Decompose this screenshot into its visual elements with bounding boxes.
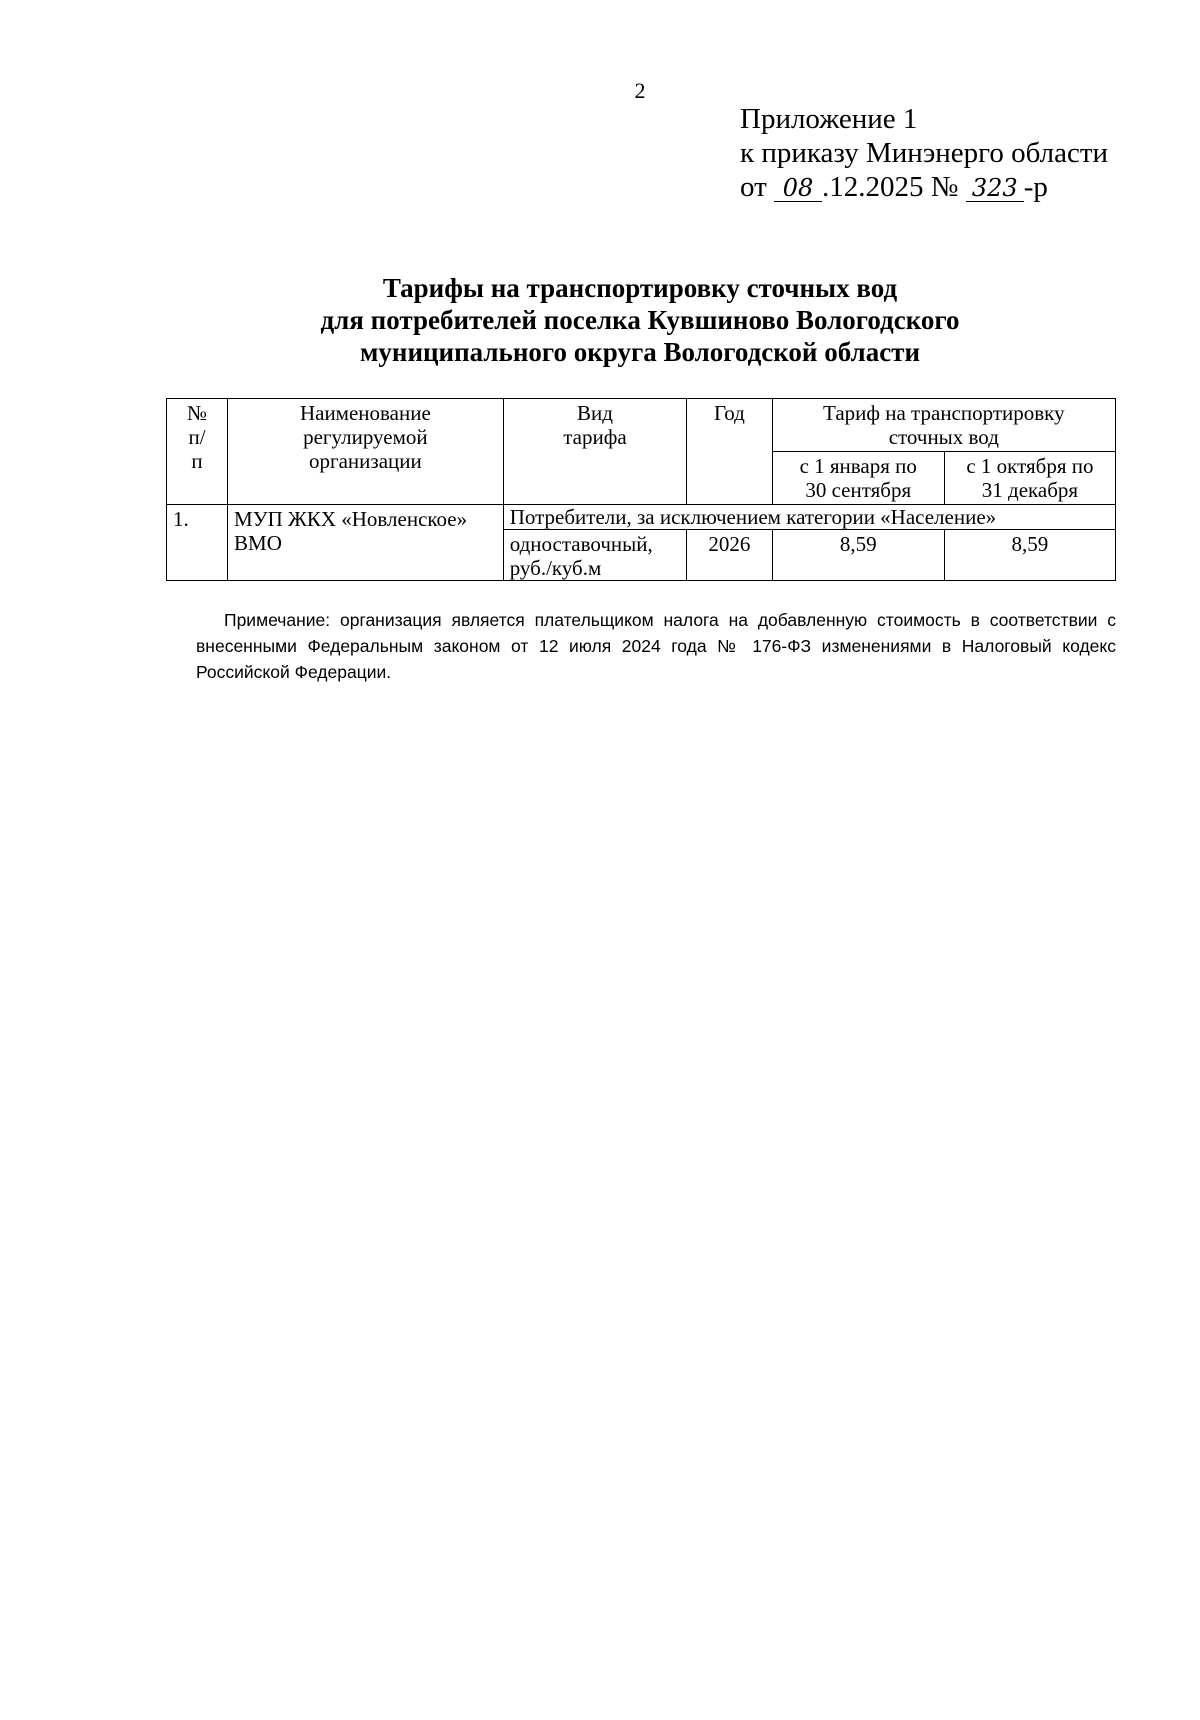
appendix-order-reference: к приказу Минэнерго области (740, 137, 1109, 169)
title-line-1: Тарифы на транспортировку сточных вод (382, 273, 898, 303)
document-title (160, 272, 1120, 368)
title-line-3: муниципального округа Вологодской области (360, 337, 920, 367)
table-row (167, 505, 1116, 530)
header-num: № п/п (167, 399, 228, 505)
header-organization: Наименование регулируемой организации (228, 399, 504, 505)
handwritten-order-number: 323 (966, 175, 1024, 202)
row-year: 2026 (687, 530, 772, 581)
tariff-table (166, 398, 1116, 581)
row-period-1-value: 8,59 (772, 530, 944, 581)
row-tariff-type: одноставочный, руб./куб.м (503, 530, 687, 581)
table-header-row (167, 399, 1116, 452)
order-suffix: -р (1023, 171, 1048, 203)
row-num: 1. (167, 505, 228, 581)
appendix-title: Приложение 1 (740, 103, 918, 135)
handwritten-day: 08 (774, 175, 822, 202)
date-rest: .12.2025 № (822, 171, 959, 203)
page-number: 2 (634, 78, 646, 103)
footnote: Примечание: организация является плательщиком налога на добавленную стоимость в соответствии с внесенными Федеральным законом от 12 июля 2024 года № 176-ФЗ изменениями в Налоговый кодекс Российской Федерации. (196, 610, 1116, 682)
date-prefix: от (740, 171, 767, 203)
header-tariff-type: Вид тарифа (503, 399, 687, 505)
row-organization: МУП ЖКХ «Новленское» ВМО (228, 505, 504, 581)
row-consumer-category: Потребители, за исключением категории «Население» (503, 505, 1115, 530)
header-period-2: с 1 октября по 31 декабря (944, 452, 1115, 505)
appendix-header (740, 102, 1108, 204)
title-line-2: для потребителей поселка Кувшиново Вологодского (320, 305, 960, 335)
header-year: Год (687, 399, 772, 505)
header-period-1: с 1 января по 30 сентября (772, 452, 944, 505)
header-tariff-group: Тариф на транспортировку сточных вод (772, 399, 1115, 452)
appendix-order-date-line (740, 170, 1108, 204)
row-period-2-value: 8,59 (944, 530, 1115, 581)
